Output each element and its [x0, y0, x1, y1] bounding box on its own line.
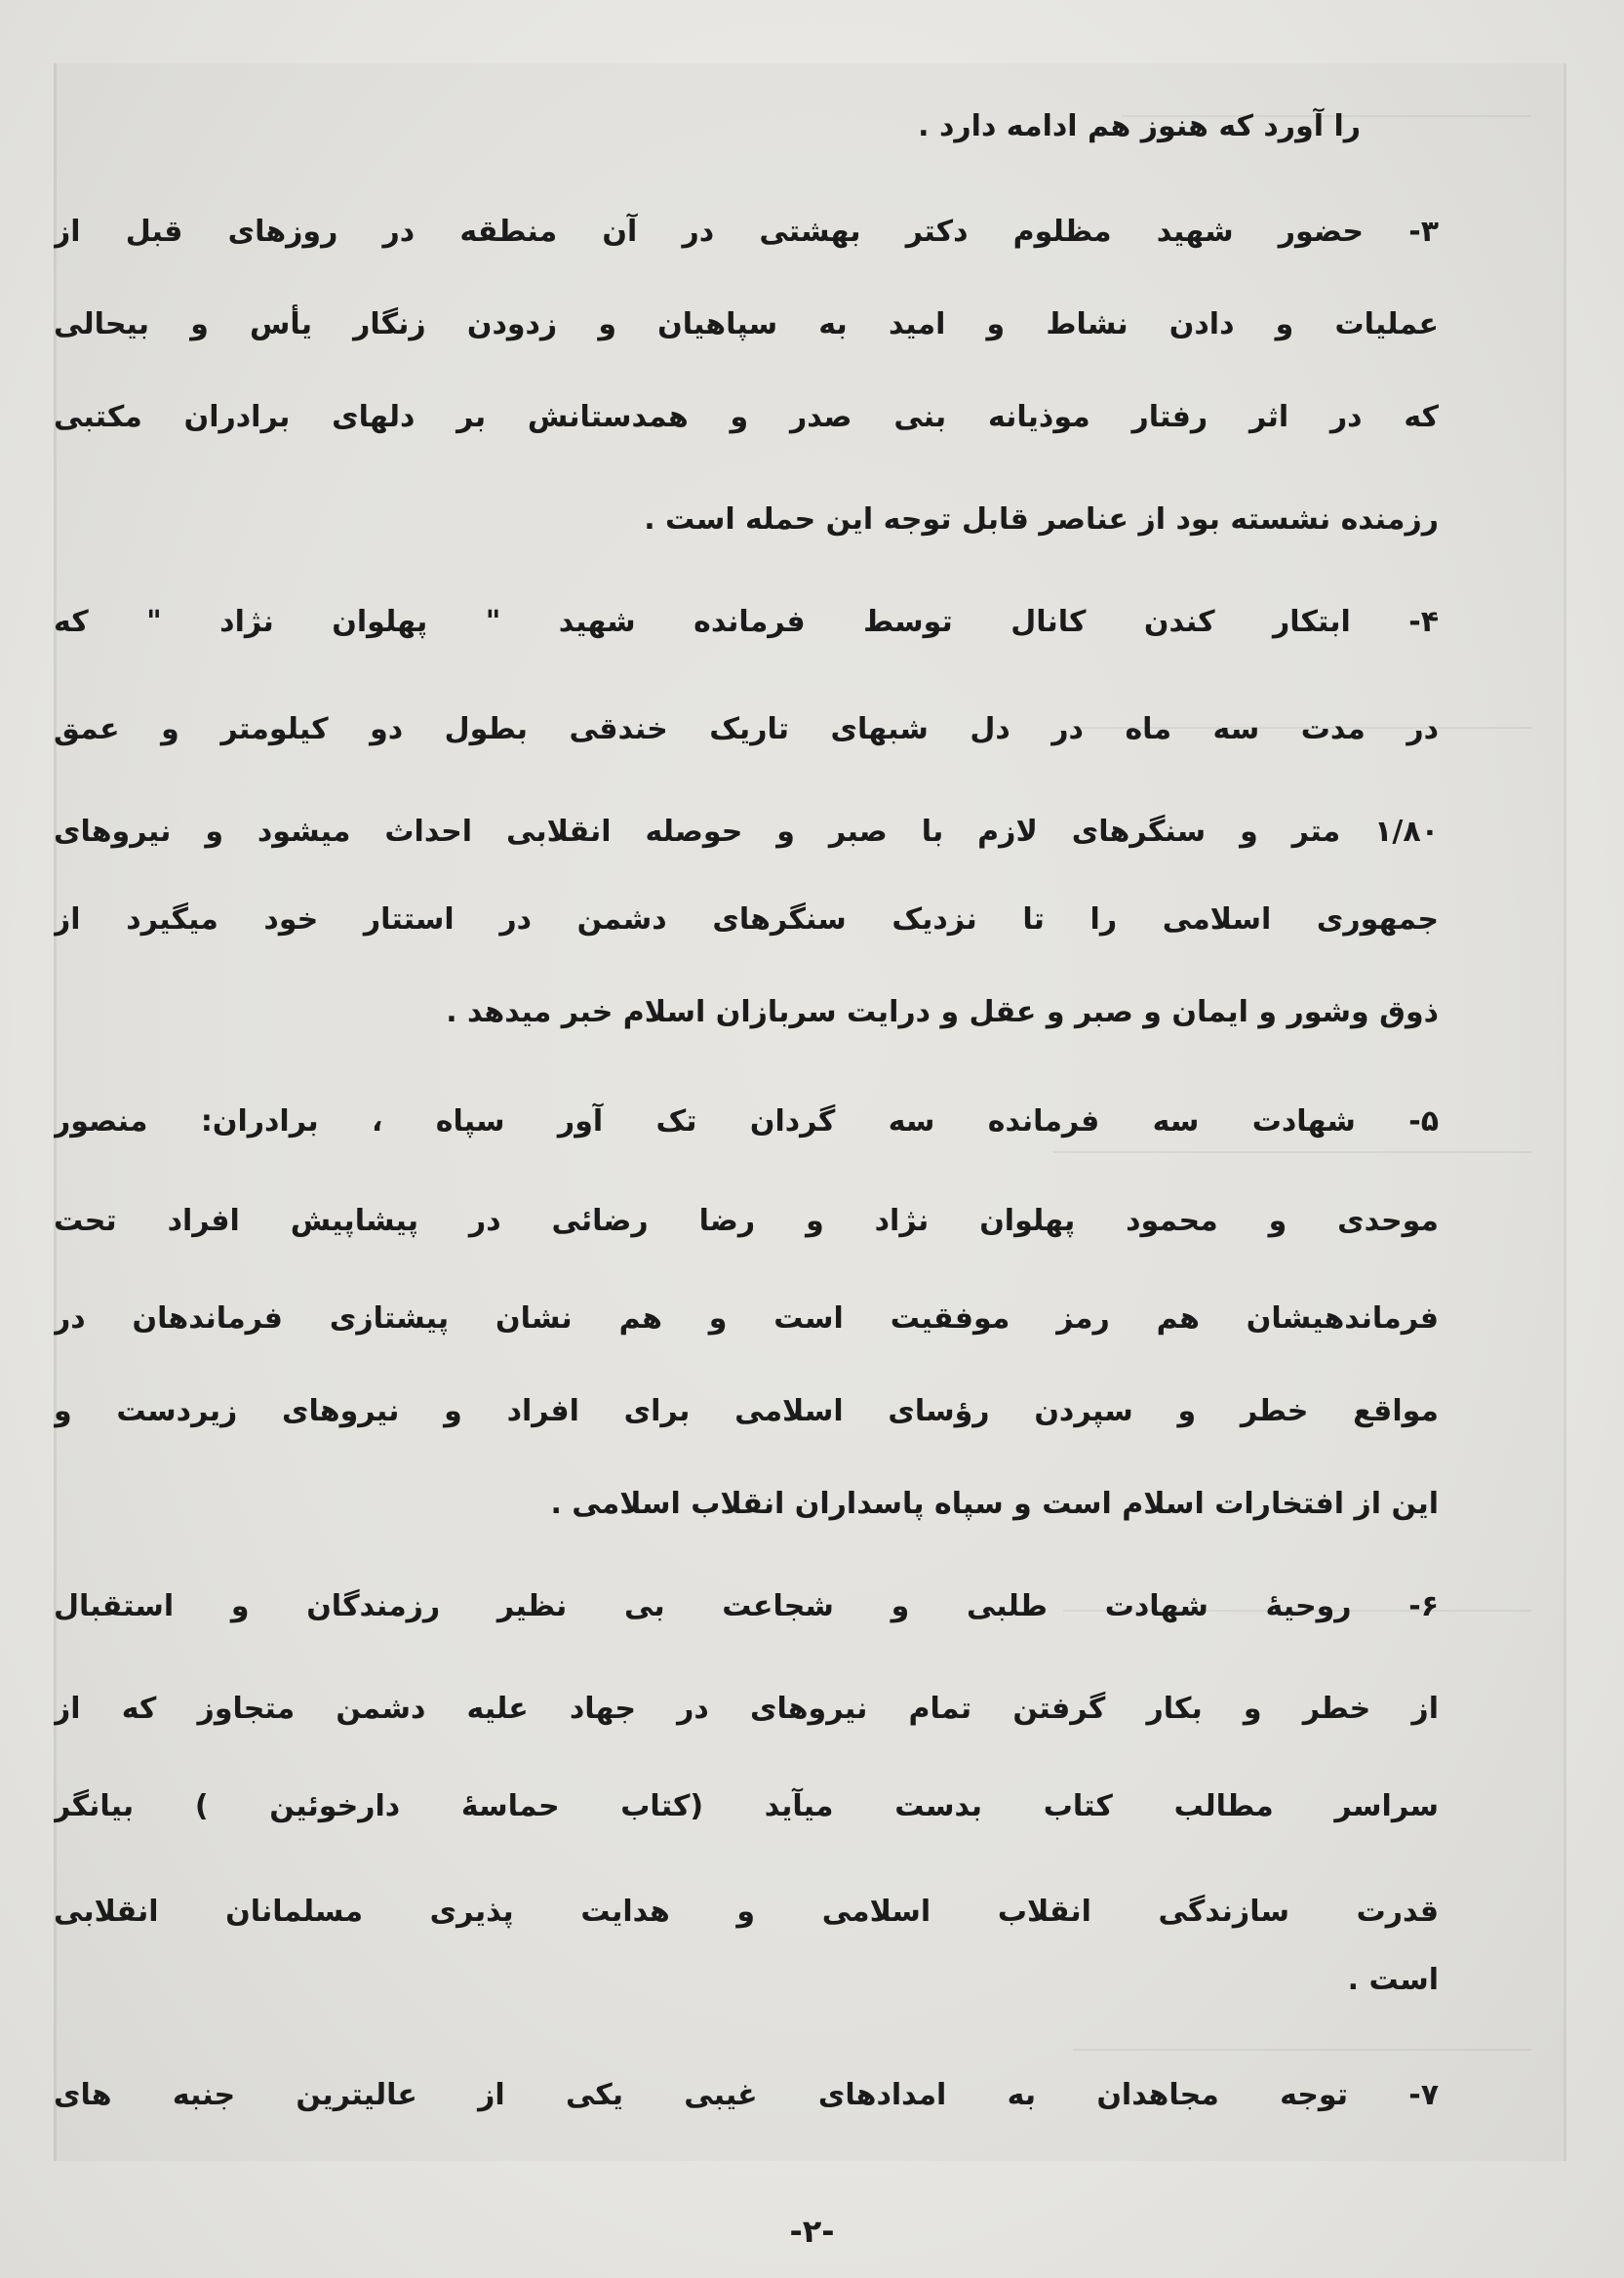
- text-line-5: رزمنده نشسته بود از عناصر قابل توجه این حمله است .: [644, 502, 1439, 537]
- text-line-8: ۱/۸۰ متر و سنگرهای لازم با صبر و حوصله انقلابی احداث میشود و نیروهای: [54, 815, 1439, 849]
- text-line-17: از خطر و بکار گرفتن تمام نیروهای در جهاد علیه دشمن متجاوز که از: [54, 1692, 1439, 1726]
- text-line-4: که در اثر رفتار موذیانه بنی صدر و همدستانش بر دلهای برادران مکتبی: [54, 400, 1439, 434]
- text-line-15: این از افتخارات اسلام است و سپاه پاسداران انقلاب اسلامی .: [550, 1487, 1439, 1521]
- text-line-13: فرماندهیشان هم رمز موفقیت است و هم نشان پیشتازی فرماندهان در: [54, 1301, 1439, 1336]
- text-line-11: ۵- شهادت سه فرمانده سه گردان تک آور سپاه ، برادران: منصور: [54, 1104, 1439, 1139]
- page-number: -۲-: [789, 2213, 835, 2250]
- text-line-12: موحدی و محمود پهلوان نژاد و رضا رضائی در پیشاپیش افراد تحت: [54, 1204, 1439, 1238]
- text-line-10: ذوق وشور و ایمان و صبر و عقل و درایت سربازان اسلام خبر میدهد .: [446, 995, 1439, 1029]
- text-line-3: عملیات و دادن نشاط و امید به سپاهیان و زدودن زنگار یأس و بیحالی: [54, 307, 1439, 341]
- text-line-1: را آورد که هنوز هم ادامه دارد .: [918, 109, 1361, 143]
- text-line-6: ۴- ابتکار کندن کانال توسط فرمانده شهید " پهلوان نژاد " که: [54, 605, 1439, 639]
- text-line-19: قدرت سازندگی انقلاب اسلامی و هدایت پذیری مسلمانان انقلابی: [54, 1895, 1439, 1929]
- text-line-21: ۷- توجه مجاهدان به امدادهای غیبی یکی از عالیترین جنبه های: [54, 2078, 1439, 2112]
- text-line-2: ۳- حضور شهید مظلوم دکتر بهشتی در آن منطقه در روزهای قبل از: [54, 215, 1439, 249]
- text-line-18: سراسر مطالب کتاب بدست میآید (کتاب حماسهٔ دارخوئین ) بیانگر: [54, 1789, 1439, 1823]
- bleed-through-line: [1073, 2049, 1531, 2051]
- text-line-20: است .: [1347, 1963, 1439, 1997]
- text-line-16: ۶- روحیهٔ شهادت طلبی و شجاعت بی نظیر رزمندگان و استقبال: [54, 1589, 1439, 1623]
- bleed-through-line: [1053, 1151, 1531, 1153]
- text-line-14: مواقع خطر و سپردن رؤسای اسلامی برای افراد و نیروهای زیردست و: [54, 1394, 1439, 1428]
- text-line-9: جمهوری اسلامی را تا نزدیک سنگرهای دشمن در استتار خود میگیرد از: [54, 902, 1439, 937]
- text-line-7: در مدت سه ماه در دل شبهای تاریک خندقی بطول دو کیلومتر و عمق: [54, 712, 1439, 746]
